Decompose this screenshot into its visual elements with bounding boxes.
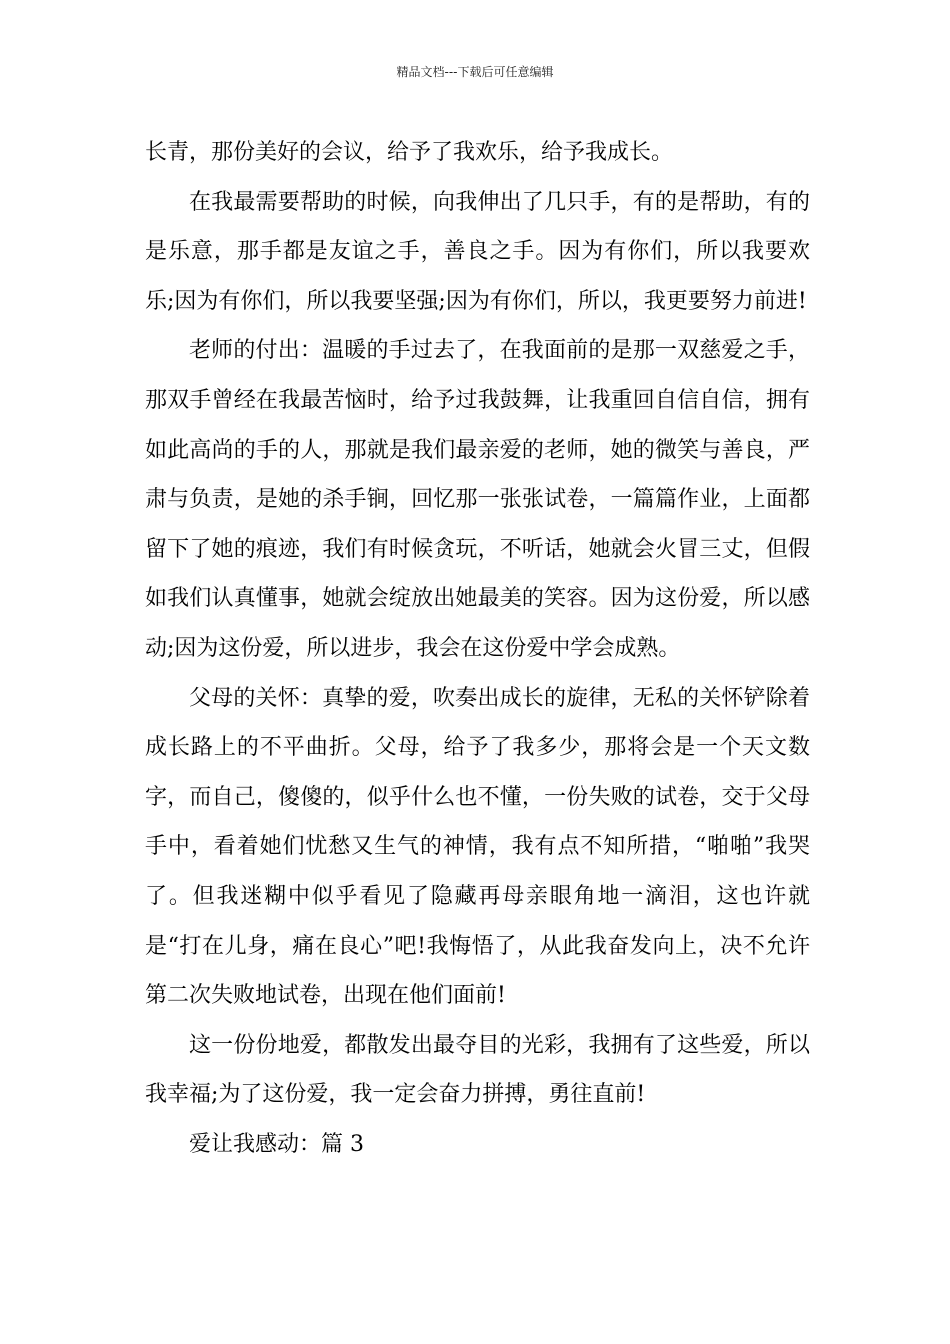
paragraph-4: 父母的关怀：真挚的爱，吹奏出成长的旋律，无私的关怀铲除着成长路上的不平曲折。父母，给予了我多少，那将会是一个天文数字，而自己，傻傻的，似乎什么也不懂，一份失败的试卷，交于父母手中，看着她们忧愁又生气的神情，我有点不知所措，“啪啪”我哭了。但我迷糊中似乎看见了隐藏再母亲眼角地一滴泪，这也许就是“打在儿身，痛在良心”吧!我悔悟了，从此我奋发向上，决不允许第二次失败地试卷，出现在他们面前! bbox=[145, 685, 810, 1009]
section-heading: 爱让我感动：篇 3 bbox=[189, 1131, 364, 1157]
paragraph-5: 这一份份地爱，都散发出最夺目的光彩，我拥有了这些爱，所以我幸福;为了这份爱，我一定会奋力拼搏，勇往直前! bbox=[145, 1032, 810, 1108]
paragraph-2: 在我最需要帮助的时候，向我伸出了几只手，有的是帮助，有的是乐意，那手都是友谊之手，善良之手。因为有你们，所以我要欢乐;因为有你们，所以我要坚强;因为有你们，所以，我更要努力前进! bbox=[145, 189, 810, 314]
page-header: 精品文档---下载后可任意编辑 bbox=[396, 65, 554, 79]
paragraph-3: 老师的付出：温暖的手过去了，在我面前的是那一双慈爱之手，那双手曾经在我最苦恼时，给予过我鼓舞，让我重回自信自信，拥有如此高尚的手的人，那就是我们最亲爱的老师，她的微笑与善良，严肃与负责，是她的杀手锏，回忆那一张张试卷，一篇篇作业，上面都留下了她的痕迹，我们有时候贪玩，不听话，她就会火冒三丈，但假如我们认真懂事，她就会绽放出她最美的笑容。因为这份爱，所以感动;因为这份爱，所以进步，我会在这份爱中学会成熟。 bbox=[145, 338, 810, 661]
paragraph-1: 长青，那份美好的会议，给予了我欢乐，给予我成长。 bbox=[145, 140, 674, 165]
document-body bbox=[145, 128, 810, 1169]
